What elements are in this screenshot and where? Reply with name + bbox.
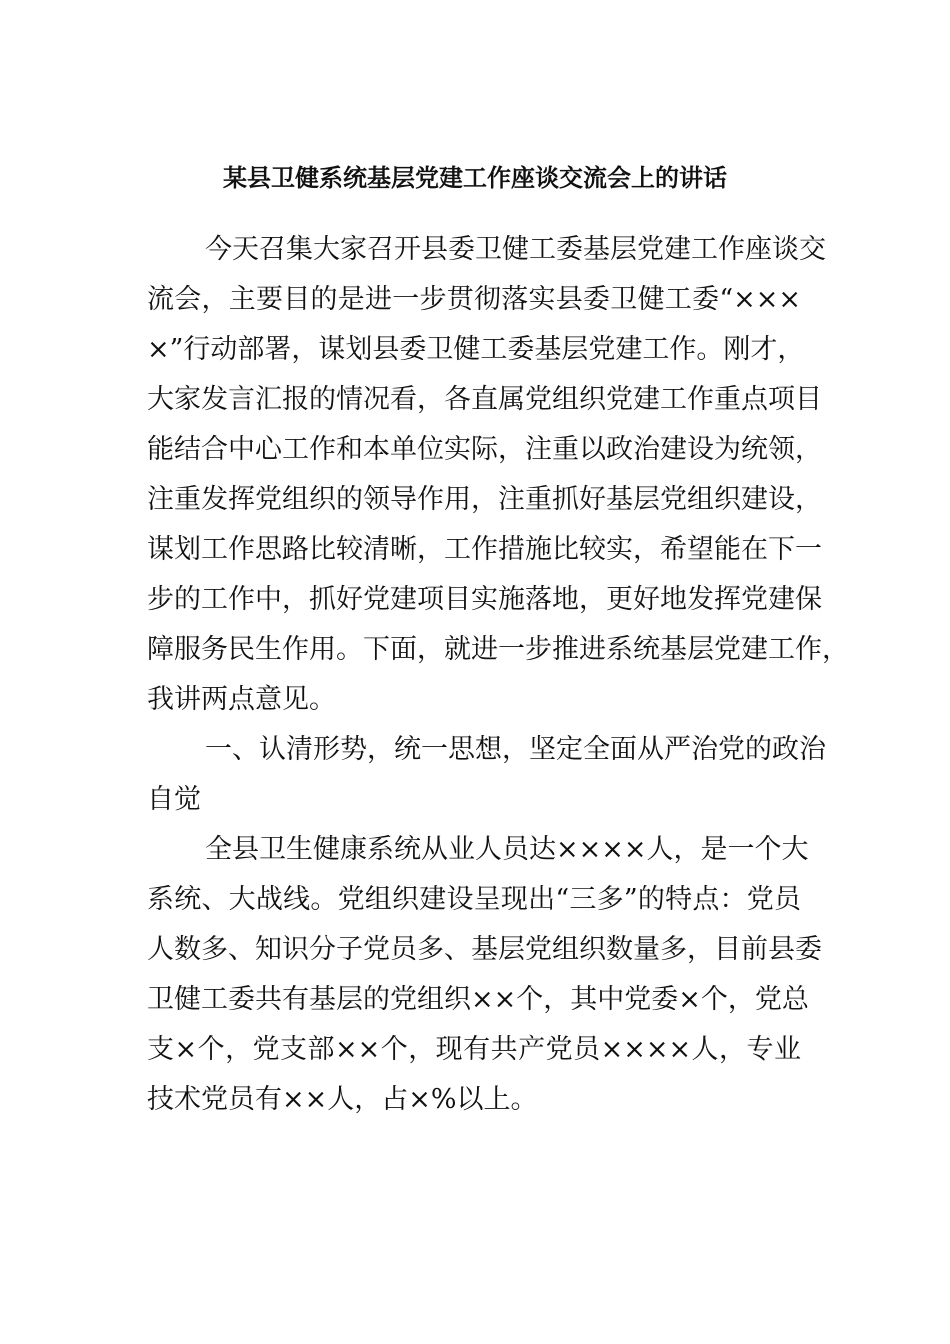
text-line: ×”行动部署，谋划县委卫健工委基层党建工作。刚才， (147, 334, 805, 365)
text-line: 系统、大战线。党组织建设呈现出“三多”的特点：党员 (147, 884, 801, 915)
document-body (147, 225, 849, 1125)
text-line: 注重发挥党组织的领导作用，注重抓好基层党组织建设， (147, 484, 822, 515)
text-line: 卫健工委共有基层的党组织××个，其中党委×个，党总 (147, 984, 809, 1015)
text-line: 我讲两点意见。 (147, 684, 336, 715)
text-line: 谋划工作思路比较清晰，工作措施比较实，希望能在下一 (147, 534, 822, 565)
text-line: 步的工作中，抓好党建项目实施落地，更好地发挥党建保 (147, 584, 822, 615)
text-line: 能结合中心工作和本单位实际，注重以政治建设为统领， (147, 434, 822, 465)
text-line: 大家发言汇报的情况看，各直属党组织党建工作重点项目 (147, 384, 822, 415)
text-line: 自觉 (147, 784, 201, 815)
text-line: 一、认清形势，统一思想，坚定全面从严治党的政治 (205, 734, 826, 765)
text-line: 支×个，党支部××个，现有共产党员××××人，专业 (147, 1034, 801, 1065)
document-title: 某县卫健系统基层党建工作座谈交流会上的讲话 (223, 163, 727, 192)
text-line: 技术党员有××人，占×%以上。 (147, 1084, 538, 1115)
text-line: 人数多、知识分子党员多、基层党组织数量多，目前县委 (147, 934, 822, 965)
text-line: 今天召集大家召开县委卫健工委基层党建工作座谈交 (205, 234, 826, 265)
text-line: 流会，主要目的是进一步贯彻落实县委卫健工委“××× (147, 284, 801, 315)
text-line: 全县卫生健康系统从业人员达××××人，是一个大 (205, 834, 809, 865)
text-line: 障服务民生作用。下面，就进一步推进系统基层党建工作， (147, 634, 849, 665)
section-heading-1 (147, 725, 826, 825)
paragraph-opening (147, 225, 849, 725)
paragraph-statistics (147, 825, 822, 1125)
